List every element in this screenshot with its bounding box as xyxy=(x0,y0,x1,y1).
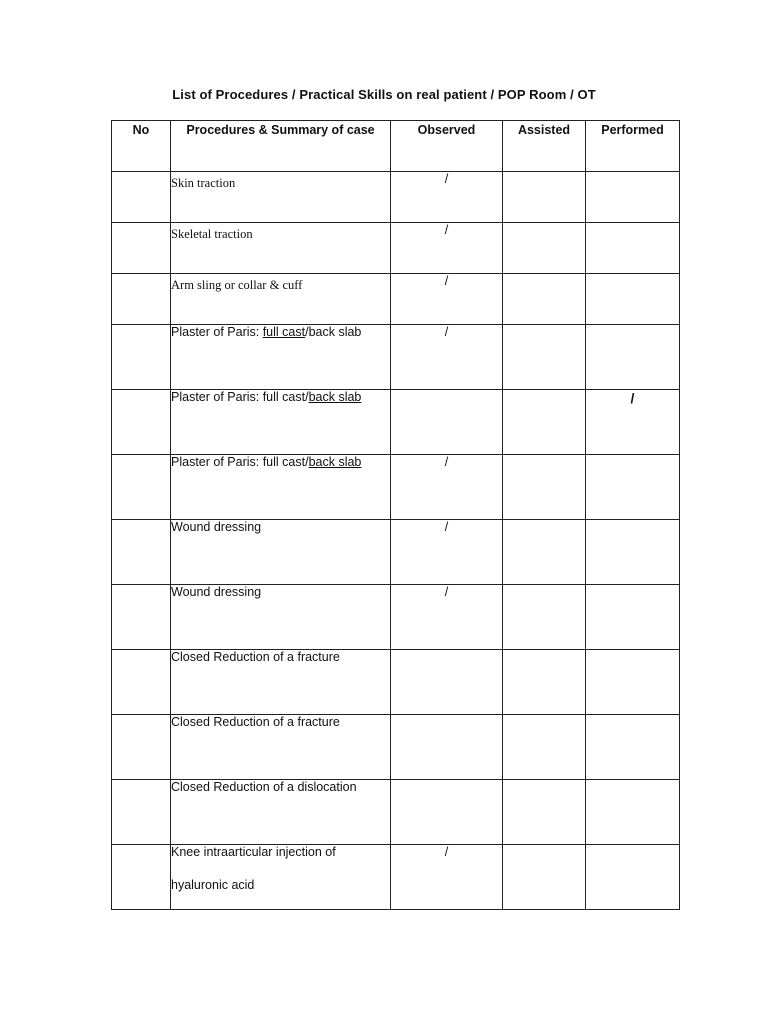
assisted-cell xyxy=(503,325,586,390)
observed-cell: / xyxy=(391,845,503,910)
assisted-cell xyxy=(503,274,586,325)
header-assisted: Assisted xyxy=(503,121,586,172)
procedure-cell xyxy=(171,845,391,910)
observed-cell: / xyxy=(391,172,503,223)
observed-cell: / xyxy=(391,325,503,390)
procedure-cell xyxy=(171,172,391,223)
observed-cell: / xyxy=(391,274,503,325)
performed-cell xyxy=(586,585,680,650)
observed-cell xyxy=(391,780,503,845)
row-no-cell xyxy=(112,390,171,455)
row-no-cell xyxy=(112,223,171,274)
procedure-text: Plaster of Paris: full cast/ xyxy=(171,455,309,469)
header-no: No xyxy=(112,121,171,172)
table-row xyxy=(112,845,680,910)
observed-cell: / xyxy=(391,455,503,520)
assisted-cell xyxy=(503,780,586,845)
procedure-text: Skin traction xyxy=(171,176,236,190)
header-row xyxy=(112,121,680,172)
performed-cell: / xyxy=(586,390,680,455)
procedure-text: Plaster of Paris: full cast/ xyxy=(171,390,309,404)
procedure-text: Closed Reduction of a fracture xyxy=(171,650,340,664)
assisted-cell xyxy=(503,172,586,223)
performed-cell xyxy=(586,780,680,845)
performed-cell xyxy=(586,845,680,910)
procedure-cell xyxy=(171,650,391,715)
table-row xyxy=(112,223,680,274)
assisted-cell xyxy=(503,715,586,780)
observed-cell xyxy=(391,650,503,715)
procedure-text-underlined: back slab xyxy=(308,455,362,469)
procedure-cell xyxy=(171,455,391,520)
assisted-cell xyxy=(503,390,586,455)
procedure-text: Knee intraarticular injection of xyxy=(171,845,336,859)
performed-cell xyxy=(586,520,680,585)
procedure-text-tail: /back slab xyxy=(305,325,362,339)
performed-cell xyxy=(586,650,680,715)
table-row xyxy=(112,274,680,325)
procedure-cell xyxy=(171,223,391,274)
page-title: List of Procedures / Practical Skills on real patient / POP Room / OT xyxy=(172,87,596,102)
row-no-cell xyxy=(112,780,171,845)
row-no-cell xyxy=(112,650,171,715)
procedure-text: Closed Reduction of a fracture xyxy=(171,715,340,729)
table-row xyxy=(112,455,680,520)
row-no-cell xyxy=(112,325,171,390)
row-no-cell xyxy=(112,455,171,520)
procedure-text: Closed Reduction of a dislocation xyxy=(171,780,357,794)
observed-cell: / xyxy=(391,585,503,650)
procedure-text: Plaster of Paris: xyxy=(171,325,263,339)
row-no-cell xyxy=(112,845,171,910)
procedures-table xyxy=(111,120,680,910)
procedure-cell xyxy=(171,520,391,585)
assisted-cell xyxy=(503,223,586,274)
performed-cell xyxy=(586,455,680,520)
table-row xyxy=(112,520,680,585)
procedure-text: Skeletal traction xyxy=(171,227,253,241)
procedure-text-underlined: back slab xyxy=(308,390,362,404)
observed-cell: / xyxy=(391,223,503,274)
procedure-text: Wound dressing xyxy=(171,585,262,599)
procedure-text: Arm sling or collar & cuff xyxy=(171,278,303,292)
procedure-cell xyxy=(171,274,391,325)
table-row xyxy=(112,390,680,455)
row-no-cell xyxy=(112,585,171,650)
table-row xyxy=(112,172,680,223)
table-row xyxy=(112,780,680,845)
observed-cell xyxy=(391,390,503,455)
performed-cell xyxy=(586,325,680,390)
procedure-text-line2: hyaluronic acid xyxy=(171,878,255,892)
observed-cell: / xyxy=(391,520,503,585)
row-no-cell xyxy=(112,274,171,325)
performed-cell xyxy=(586,274,680,325)
procedure-cell xyxy=(171,325,391,390)
header-procedure: Procedures & Summary of case xyxy=(171,121,391,172)
table-row xyxy=(112,650,680,715)
performed-cell xyxy=(586,223,680,274)
procedure-cell xyxy=(171,585,391,650)
procedure-cell xyxy=(171,780,391,845)
assisted-cell xyxy=(503,650,586,715)
performed-cell xyxy=(586,172,680,223)
header-performed: Performed xyxy=(586,121,680,172)
row-no-cell xyxy=(112,172,171,223)
procedure-text: Wound dressing xyxy=(171,520,262,534)
assisted-cell xyxy=(503,845,586,910)
procedure-cell xyxy=(171,715,391,780)
table-row xyxy=(112,585,680,650)
procedure-text-underlined: full cast xyxy=(262,325,306,339)
assisted-cell xyxy=(503,585,586,650)
header-observed: Observed xyxy=(391,121,503,172)
assisted-cell xyxy=(503,520,586,585)
table-row xyxy=(112,325,680,390)
performed-cell xyxy=(586,715,680,780)
procedure-cell xyxy=(171,390,391,455)
observed-cell xyxy=(391,715,503,780)
table-row xyxy=(112,715,680,780)
row-no-cell xyxy=(112,715,171,780)
row-no-cell xyxy=(112,520,171,585)
assisted-cell xyxy=(503,455,586,520)
